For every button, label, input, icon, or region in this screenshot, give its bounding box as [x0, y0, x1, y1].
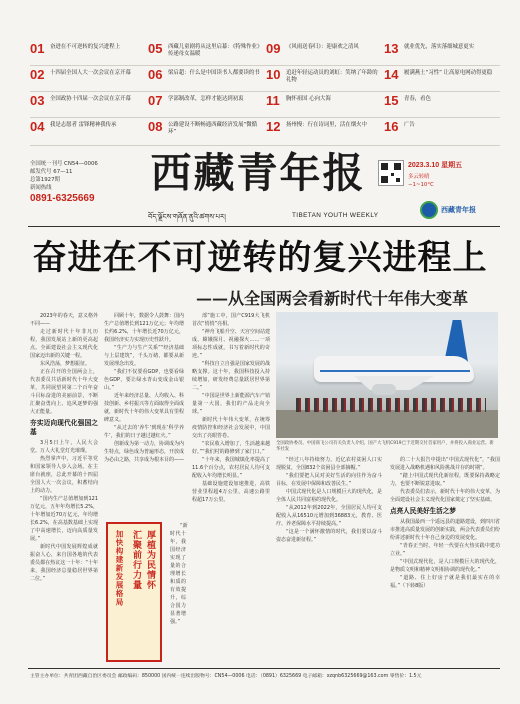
- article-column-3: [192, 312, 270, 664]
- index-title: 学部制改革，怎样才能达到初衷: [168, 96, 244, 102]
- paragraph: 中国式现代化是人口规模巨大的现代化，是全体人民共同富裕的现代化。: [276, 489, 382, 503]
- index-item[interactable]: [266, 120, 382, 146]
- weather-label: 多云转晴: [408, 174, 430, 180]
- article-column-2-tail: [170, 522, 186, 662]
- paragraph: 近年来经济总量、人均收入、科技创新、乡村振兴等方面取得全面成就，新时代十年的伟大变革具有里程碑意义。: [104, 393, 185, 423]
- sub-headline: ——从全国两会看新时代十年伟大变革: [196, 289, 469, 308]
- qr-code-icon: [378, 160, 404, 186]
- index-separator: [30, 117, 500, 118]
- date-weather: [408, 160, 508, 188]
- postal-code-line: 邮发代号 67—11: [30, 169, 73, 175]
- paragraph: “中国式现代化，是人口规模巨大的现代化，是物质文明和精神文明相协调的现代化。”: [390, 559, 500, 573]
- aircraft-engine: [372, 384, 396, 395]
- footer-rule: [28, 668, 500, 669]
- paragraph: “道路、住上好房子就是我们最实在的幸福。”（下转8版）: [390, 575, 500, 589]
- paragraph: “中国是世界上新能源汽车产销量第一大国，我们的产品走向全球。”: [192, 393, 270, 415]
- photo-ground: [276, 410, 498, 438]
- index-title: 广告: [404, 122, 415, 128]
- issue-number: 总第1927期: [30, 177, 60, 183]
- index-page-number: 03: [30, 93, 45, 108]
- paragraph: 部”施工中，国产C919大飞机首次“悄悄”亮相。: [192, 313, 270, 327]
- paragraph: 东风浩荡，梦想振征。: [40, 361, 91, 367]
- paragraph: 热烈掌声中，习近平等党和国家领导人步入会场。在主席台就座，总此开幕的十四届全国人大一次会议，积蓄结向上的动力。: [30, 456, 98, 494]
- footer-info: 主管主办单位：共青团西藏自治区委员会 邮政编码：850000 国内统一连续出版物号：CN54—0006 电话：（0891）6325669 电子邮箱：xzqnb6325669@163.com 零售价：1.5元: [30, 674, 422, 679]
- paragraph: “我们要把人民对美好生活的向往作为奋斗目标，在发展中保障和改善民生。”: [276, 473, 382, 487]
- pull-quote-line-1: 厚植为民情怀: [145, 530, 155, 590]
- tibetan-title: བོད་ལྗོངས་གཞོན་ནུའི་ཚགས་པར།: [148, 213, 226, 221]
- paragraph: “从2012年到2022年，全国居民人均可支配收入从16510元增加到36883元，教育、医疗、养老保障水平持续提高。”: [276, 505, 382, 527]
- index-title: 履满燕土“习性” 让高原电网动得更稳: [404, 70, 493, 76]
- index-page-number: 16: [384, 119, 399, 134]
- index-page-number: 06: [148, 67, 163, 82]
- paragraph: 从我国最西一个遥远县的道路建设，到四川省市推进高质量发展的创新实践，两会代表委员们纷纷讲述新时代十年自己身边的发展变化。: [390, 519, 501, 541]
- index-title: 追赶年轻运动员的刘虹：笑纳了年龄的礼物: [286, 70, 378, 83]
- newspaper-logo: [420, 200, 504, 220]
- logo-text: 西藏青年报: [441, 206, 476, 214]
- index-title: 公路建设不断畅通西藏经济发展“微循环”: [168, 122, 258, 135]
- english-title: TIBETAN YOUTH WEEKLY: [292, 212, 379, 219]
- paragraph: “科技自立自强是国家发展的战略支撑。这十年，我国科技投入持续增加，研发经费总量跃居世界第二。”: [192, 361, 270, 391]
- index-page-number: 10: [266, 67, 281, 82]
- index-page-number: 05: [148, 41, 163, 56]
- paragraph: 正在召开的全国两会上，代表委员共话新时代十年大变革，共同展望同第二个百年奋斗目标奋进的美丽前景，不断汇聚奋勇向上、追风逐梦的强大正能量。: [30, 369, 98, 415]
- index-separator: [30, 91, 500, 92]
- index-title: 西藏儿童剧将从这里启幕：《特殊作业》传递母女温暖: [168, 44, 260, 57]
- index-title: 青春，看色: [404, 96, 431, 102]
- paragraph: “这是一个满怀激情的时代，我们要以奋斗姿态奋进新征程。”: [276, 529, 382, 543]
- page-index: [30, 36, 500, 151]
- photo-caption: 全国政协委员、中国商飞公司有关负责人介绍，国产大飞机C919已于近期交付首家用户，并将投入商业运营。新华社发: [276, 441, 494, 452]
- index-page-number: 12: [266, 119, 281, 134]
- paragraph: 走过新时代十年非凡历程，我国发展站上新的更高起点。全面建设社会主义现代化国家迈出新的关键一程。: [30, 329, 98, 359]
- aircraft-stripe: [320, 370, 470, 372]
- index-page-number: 08: [148, 119, 163, 134]
- hotline-number: 0891-6325669: [30, 193, 95, 204]
- aircraft-photo: [276, 312, 498, 438]
- paragraph: “神舟飞船升空、天宫空间站建成、嫦娥探月、祝融探火……一项项标志性成就，书写着新时代的奇迹。”: [192, 329, 270, 359]
- index-page-number: 09: [266, 41, 281, 56]
- section-heading: 点亮人民美好生活之梦: [390, 507, 456, 515]
- index-title: 梁启超：什么是中国读书人都要读的书: [168, 70, 260, 76]
- index-title: 我是志愿者 雷锋精神我传承: [50, 122, 117, 128]
- index-title: 胸怀祖国 心向大海: [286, 96, 331, 102]
- index-page-number: 01: [30, 41, 45, 56]
- main-headline: 奋进在不可逆转的复兴进程上: [32, 238, 488, 278]
- masthead-rule: [28, 226, 500, 227]
- hotline-label: 新闻热线: [30, 185, 52, 191]
- article-column-5: [390, 456, 500, 664]
- paragraph: 3月5日上午，人民大会堂。万人大礼堂灯光璀璨。: [30, 440, 98, 454]
- index-title: 奋进在不可逆转的复兴进程上: [50, 44, 121, 50]
- index-page-number: 07: [148, 93, 163, 108]
- index-page-number: 02: [30, 67, 45, 82]
- paragraph: “农民收入增加了，生活越来越好。”“我们村的路修到了家门口。”: [192, 441, 270, 455]
- index-title: 十四届全国人大一次会议在京开幕: [50, 70, 131, 76]
- pull-quote-line-3: 加快构建新发展格局: [115, 530, 124, 607]
- paragraph: 新时代十年伟大变革，在统筹疫情防控和经济社会发展中，中国交出了亮眼答卷。: [192, 417, 270, 439]
- index-page-number: 15: [384, 93, 399, 108]
- paragraph: “国内生产总值增加到121万亿元，五年年均增长5.2%，十年增加近70万亿元，年均增长6.2%，在高基数基础上实现了中高速增长，迈向高质量发展。”: [30, 496, 98, 542]
- index-title: 《风雨送春归》：迎康欢之清风: [286, 44, 359, 50]
- masthead-info: [30, 160, 150, 204]
- paragraph: 回顾十年，数据令人鼓舞：国内生产总值增长到121万亿元；年均增长约6.2%，十年增长近70万亿元，我国经济实力实现历史性跃升。: [104, 313, 185, 343]
- paragraph: “踏上中国式现代化新征程，既要保持战略定力，也要不断锐意进取。”: [390, 473, 500, 487]
- index-page-number: 13: [384, 41, 399, 56]
- index-separator: [30, 65, 500, 66]
- article-column-1: [30, 312, 98, 664]
- index-title: 就业优先，落实落细城意更实: [404, 44, 475, 50]
- paragraph: “青春正当时，年轻一代要在火热实践中建功立业。”: [390, 543, 500, 557]
- index-item[interactable]: [30, 120, 146, 146]
- pull-quote-line-2: 汇聚前行力量: [131, 530, 141, 590]
- paragraph: “我们不仅要看GDP，也要看绿色GDP，要让绿水青山变成金山银山。”: [104, 369, 184, 391]
- issue-date: 2023.3.10 星期五: [408, 162, 463, 169]
- pull-quote-box: [106, 522, 162, 662]
- issn-line: 全国统一刊号 CN54—0006: [30, 161, 98, 167]
- paragraph: 基础设施建设加速推进，高铁营业里程超4万公里，高速公路里程超17万公里。: [192, 481, 270, 503]
- logo-emblem-icon: [420, 201, 438, 219]
- paragraph: “十年来，我国城镇化率提高了11.6个百分点，农村居民人均可支配收入年均增长明显。”: [192, 457, 270, 479]
- paragraph: 2023年的春天，意义格外不同——: [30, 313, 98, 327]
- weather-temperature: −1~10°C: [408, 182, 434, 188]
- paragraph: 代表委员们表示，新时代十年的伟大变革，为全面建设社会主义现代化国家奠定了坚实基础。: [390, 489, 501, 503]
- index-page-number: 04: [30, 119, 45, 134]
- photo-crowd: [296, 398, 486, 412]
- index-item[interactable]: [148, 120, 264, 146]
- index-item[interactable]: [384, 120, 500, 146]
- index-page-number: 14: [384, 67, 399, 82]
- article-column-4: [276, 456, 382, 664]
- paragraph: “新时代十年，我国经济实现了量的合理增长和质的有效提升，综合国力显著增强。”: [170, 523, 188, 625]
- article-column-2: [104, 312, 184, 518]
- paragraph: 的二十大报告中提出“中国式现代化”，“我国发展进入战略机遇和风险挑战并存的时期”。: [390, 457, 500, 471]
- paragraph: “从过去的‘养牛’到现在‘科学养牛’，我们的日子越过越红火。”: [104, 425, 184, 439]
- section-heading: 夯实迈向现代化强国之基: [30, 419, 98, 436]
- paragraph: 新时代中国发展辉煌成就振奋人心，来自国各地的代表委员都在热议这一十年：“十年来，我国经济总量稳居世界第二位。”: [30, 544, 98, 582]
- paragraph: “生产力与生产关系”“经济基础与上层建筑”，千头万绪，都要从新发展理念出发。: [104, 345, 184, 367]
- paragraph: “经过八年持续努力，近亿农村贫困人口实现脱贫，全国832个贫困县全部摘帽。”: [276, 457, 382, 471]
- newspaper-title: 西藏青年报: [150, 149, 366, 197]
- index-page-number: 11: [266, 93, 280, 108]
- index-title: 全国政协十四届一次会议在京开幕: [50, 96, 131, 102]
- paragraph: 创新成为第一动力，协调成为内生特点，绿色成为普遍形态，开放成为必由之路，共享成为根本目的——: [104, 441, 185, 463]
- index-title: 扬州慢：行在诗词里，活在烟火中: [286, 122, 367, 128]
